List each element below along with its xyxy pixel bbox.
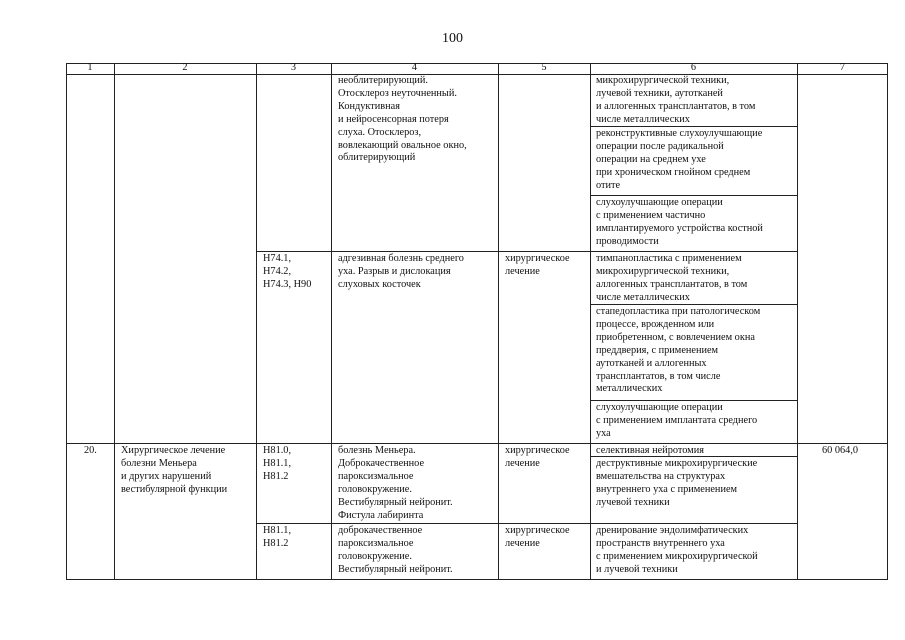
diagnosis-cell: болезнь Меньера. Доброкачественное пароксизмальное головокружение. Вестибулярный нейронит. Фистула лабиринта <box>338 445 453 521</box>
header-cell: 2 <box>182 62 188 73</box>
col-divider <box>256 63 257 580</box>
subrow-divider <box>256 251 797 252</box>
row-divider <box>66 443 888 444</box>
col-divider <box>498 63 499 580</box>
method-cell: слухоулучшающие операции с применением частично имплантируемого устройства костной проводимости <box>596 197 763 247</box>
header-divider <box>66 74 888 75</box>
header-cell: 5 <box>541 62 547 73</box>
page-number: 100 <box>442 31 463 46</box>
subrow-divider <box>256 523 797 524</box>
method-cell: слухоулучшающие операции с применением имплантата среднего уха <box>596 402 758 439</box>
method-cell: стапедопластика при патологическом процессе, врожденном или приобретенном, с вовлечением окна преддверия, с применением аутотканей и аллогенных трансплантатов, в том числе металлических <box>596 306 761 395</box>
method-cell: дренирование эндолимфатических пространств внутреннего уха с применением микрохирургической и лучевой техники <box>596 525 758 575</box>
method-divider <box>590 400 797 401</box>
header-cell: 3 <box>290 62 297 73</box>
header-cell: 7 <box>839 62 846 73</box>
header-cell: 1 <box>87 62 93 73</box>
table-frame <box>66 63 888 580</box>
diagnosis-cell: доброкачественное пароксизмальное головокружение. Вестибулярный нейронит. <box>338 525 453 575</box>
diagnosis-cell: необлитерирующий. Отосклероз неуточненный. Кондуктивная и нейросенсорная потеря слуха. Отосклероз, вовлекающий овальное окно, облитерирующий <box>338 75 467 164</box>
method-cell: селективная нейротомия <box>596 445 704 456</box>
diagnosis-cell: адгезивная болезнь среднего уха. Разрыв и дислокация слуховых косточек <box>338 253 464 290</box>
price-cell: 60 064,0 <box>822 445 859 456</box>
treatment-cell: хирургическое лечение <box>505 253 570 277</box>
method-cell: деструктивные микрохирургические вмешательства на структурах внутреннего уха с применением лучевой техники <box>596 458 758 508</box>
header-cell: 6 <box>690 62 697 73</box>
method-cell: микрохирургической техники, лучевой техники, аутотканей и аллогенных трансплантатов, в том числе металлических <box>596 75 756 125</box>
col-divider <box>590 63 591 580</box>
col-divider <box>797 63 798 580</box>
method-cell: тимпанопластика с применением микрохирургической техники, аллогенных трансплантатов, в том числе металлических <box>596 253 748 303</box>
col-divider <box>114 63 115 580</box>
treatment-cell: хирургическое лечение <box>505 445 570 469</box>
codes-cell: H74.1, H74.2, H74.3, H90 <box>263 253 312 290</box>
row-number: 20. <box>84 445 97 456</box>
procedure-name: Хирургическое лечение болезни Меньера и других нарушений вестибулярной функции <box>121 445 228 495</box>
method-cell: реконструктивные слухоулучшающие операции после радикальной операции на среднем ухе при хроническом гнойном среднем отите <box>596 128 763 191</box>
col-divider <box>331 63 332 580</box>
codes-cell: H81.0, H81.1, H81.2 <box>263 445 292 482</box>
method-divider <box>590 195 797 196</box>
treatment-cell: хирургическое лечение <box>505 525 570 549</box>
codes-cell: H81.1, H81.2 <box>263 525 292 549</box>
header-cell: 4 <box>411 62 418 73</box>
